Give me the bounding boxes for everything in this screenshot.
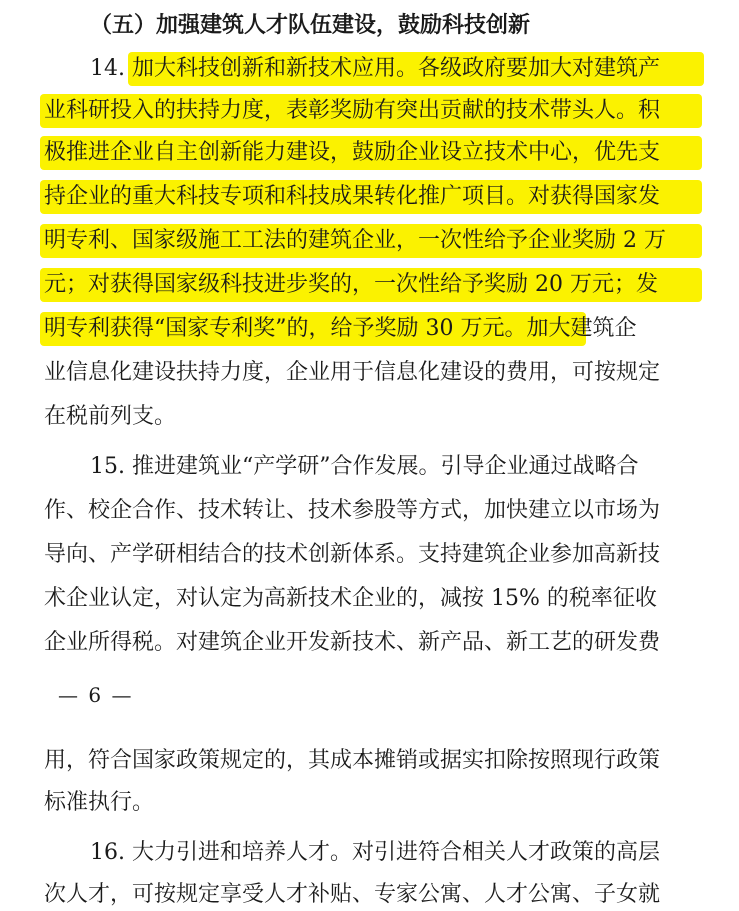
paragraph-line: 极推进企业自主创新能力建设，鼓励企业设立技术中心，优先支	[44, 140, 661, 165]
paragraph-line: 在税前列支。	[44, 404, 177, 429]
text-line	[0, 783, 739, 823]
paragraph-line: 持企业的重大科技专项和科技成果转化推广项目。对获得国家发	[44, 184, 661, 209]
paragraph-line: 企业所得税。对建筑企业开发新技术、新产品、新工艺的研发费	[44, 630, 661, 655]
text-line	[0, 49, 739, 89]
paragraph-line: 导向、产学研相结合的技术创新体系。支持建筑企业参加高新技	[44, 542, 661, 567]
text-line	[0, 133, 739, 173]
paragraph-line: 明专利、国家级施工工法的建筑企业，一次性给予企业奖励 2 万	[44, 228, 666, 253]
text-line	[0, 265, 739, 305]
paragraph-line: 14. 加大科技创新和新技术应用。各级政府要加大对建筑产	[90, 56, 660, 81]
text-line	[0, 221, 739, 261]
text-line	[0, 741, 739, 781]
paragraph-line: 元；对获得国家级科技进步奖的，一次性给予奖励 20 万元；发	[44, 272, 658, 297]
paragraph-line: 标准执行。	[44, 790, 155, 815]
section-heading-text: （五）加强建筑人才队伍建设，鼓励科技创新	[90, 12, 531, 38]
text-line	[0, 397, 739, 437]
text-line	[0, 177, 739, 217]
paragraph-line: 明专利获得“国家专利奖”的，给予奖励 30 万元。加大建筑企	[44, 316, 637, 341]
section-heading	[0, 5, 739, 45]
paragraph-line: 术企业认定，对认定为高新技术企业的，减按 15% 的税率征收	[44, 586, 657, 611]
paragraph-line: 业科研投入的扶持力度，表彰奖励有突出贡献的技术带头人。积	[44, 98, 661, 123]
paragraph-line: 作、校企合作、技术转让、技术参股等方式，加快建立以市场为	[44, 498, 661, 523]
text-line	[0, 535, 739, 575]
text-line	[0, 91, 739, 131]
text-line	[0, 309, 739, 349]
paragraph-line: 次人才，可按规定享受人才补贴、专家公寓、人才公寓、子女就	[44, 882, 661, 907]
text-line	[0, 623, 739, 663]
text-line	[0, 491, 739, 531]
text-line	[0, 875, 739, 911]
paragraph-line: 用，符合国家政策规定的，其成本摊销或据实扣除按照现行政策	[44, 748, 661, 773]
text-line	[0, 579, 739, 619]
paragraph-line: 15. 推进建筑业“产学研”合作发展。引导企业通过战略合	[90, 454, 639, 479]
page-number: — 6 —	[58, 683, 134, 707]
text-line	[0, 447, 739, 487]
text-line	[0, 353, 739, 393]
paragraph-line: 16. 大力引进和培养人才。对引进符合相关人才政策的高层	[90, 840, 660, 865]
paragraph-line: 业信息化建设扶持力度，企业用于信息化建设的费用，可按规定	[44, 360, 661, 385]
text-line	[0, 833, 739, 873]
